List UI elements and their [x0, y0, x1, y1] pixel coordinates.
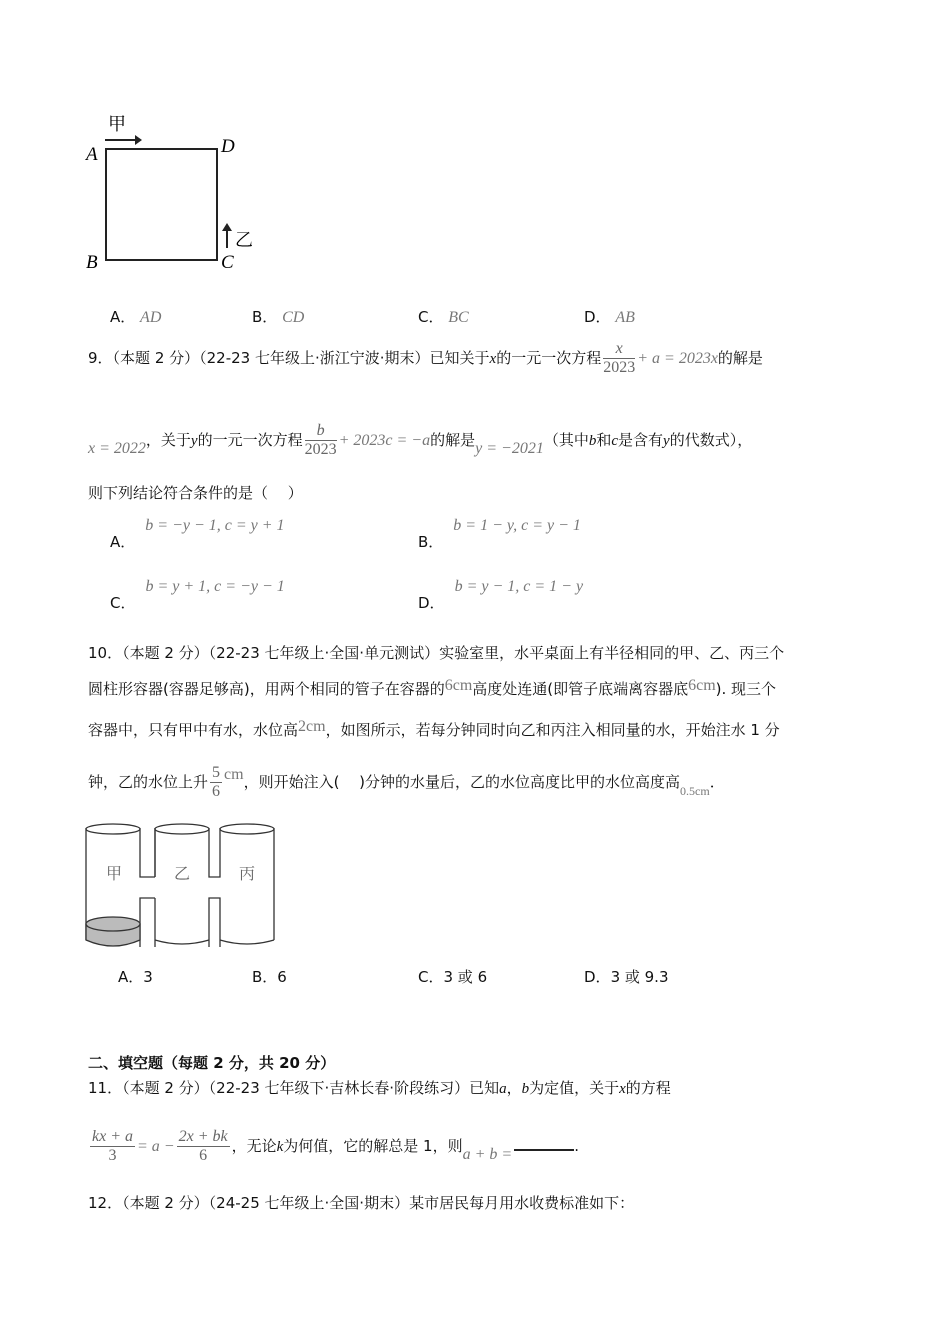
- q9-option-a[interactable]: A．b = −y − 1, c = y + 1: [110, 517, 285, 551]
- label-yi: 乙: [235, 230, 253, 251]
- q10-line-4: 钟，乙的水位上升 $\frac{5}{6}$ cm，则开始注入( )分钟的水量后，乙的水位高度比甲的水位高度高$_{0.5cm}$．: [88, 764, 725, 800]
- vertex-a: A: [86, 144, 98, 165]
- label-bing: 丙: [239, 864, 256, 883]
- answer-blank[interactable]: [514, 1149, 574, 1151]
- q10-option-c[interactable]: C．3 或 6: [418, 968, 488, 986]
- q9-line-2: x = 2022，关于y的一元一次方程 $\frac{b}{2023}$ + 2023c = −a的解是y = −2021（其中b和c是含有y的代数式），: [88, 422, 753, 458]
- q9-option-c[interactable]: C．b = y + 1, c = −y − 1: [110, 578, 285, 612]
- q10-option-a[interactable]: A．3: [118, 968, 153, 986]
- vertex-c: C: [221, 252, 234, 273]
- q11-line-2: $\frac{kx + a}{3}$ = a − $\frac{2x + bk}{6}$ ，无论k为何值，它的解总是 1，则a + b = .: [92, 1128, 579, 1164]
- q9-option-d[interactable]: D．b = y − 1, c = 1 − y: [418, 578, 584, 612]
- vertex-b: B: [86, 252, 98, 273]
- q8-option-d[interactable]: D． AB: [584, 308, 635, 326]
- label-jia: 甲: [108, 114, 126, 135]
- label-jia: 甲: [106, 864, 123, 883]
- section-heading: 二、填空题（每题 2 分，共 20 分）: [88, 1054, 336, 1072]
- label-yi: 乙: [174, 864, 191, 883]
- q10-line-2: 圆柱形容器(容器足够高)，用两个相同的管子在容器的6cm高度处连通(即管子底端离容器底6cm). 现三个: [88, 677, 777, 698]
- vertex-d: D: [221, 136, 235, 157]
- square-path-figure: [80, 108, 260, 278]
- cylinders-figure: [84, 822, 280, 952]
- q10-option-d[interactable]: D．3 或 9.3: [584, 968, 669, 986]
- square-abcd: [106, 149, 217, 260]
- q10-line-1: 10．（本题 2 分）（22-23 七年级上·全国·单元测试）实验室里，水平桌面上有半径相同的甲、乙、丙三个: [88, 644, 785, 662]
- q12-line-1: 12．（本题 2 分）（24-25 七年级上·全国·期末）某市居民每月用水收费标准如下：: [88, 1194, 635, 1212]
- q8-option-c[interactable]: C． BC: [418, 308, 469, 326]
- q9-line-3: 则下列结论符合条件的是（ ）: [88, 484, 303, 502]
- q9-line-1: 9．（本题 2 分）（22-23 七年级上·浙江宁波·期末）已知关于x的一元一次方程 $\frac{x}{2023}$ + a = 2023x的解是: [88, 340, 763, 376]
- q9-option-b[interactable]: B．b = 1 − y, c = y − 1: [418, 517, 581, 551]
- q10-option-b[interactable]: B．6: [252, 968, 287, 986]
- q11-line-1: 11．（本题 2 分）（22-23 七年级下·吉林长春·阶段练习）已知a，b为定值，关于x的方程: [88, 1079, 671, 1097]
- q8-option-a[interactable]: A． AD: [110, 308, 162, 326]
- q10-line-3: 容器中，只有甲中有水，水位高2cm，如图所示，若每分钟同时向乙和丙注入相同量的水，开始注水 1 分: [88, 718, 780, 739]
- q8-option-b[interactable]: B． CD: [252, 308, 305, 326]
